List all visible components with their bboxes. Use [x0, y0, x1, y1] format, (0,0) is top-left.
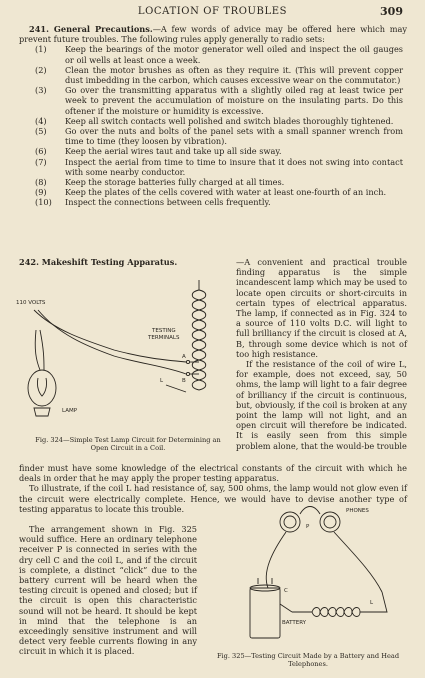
rule-number: (6): [35, 146, 47, 157]
section-241-intro: [19, 24, 407, 44]
rule-item: [19, 85, 407, 116]
rule-number: (8): [35, 177, 47, 188]
rule-item: [19, 197, 407, 207]
label-l-325: L: [370, 600, 374, 606]
section-242-paragraph-2-cont: finder must have some knowledge of the electrical constants of the circuit with which he deals in order that he may apply the proper testing apparatus.: [19, 463, 407, 484]
label-testing: TESTING: [152, 328, 176, 334]
rule-item: [19, 44, 407, 64]
running-header: [0, 6, 425, 20]
section-241-heading: 241. General Precautions.: [29, 24, 153, 34]
section-242-paragraph-3: To illustrate, if the coil L had resistance of, say, 500 ohms, the lamp would not glow even if the circuit were electrically complete. Hence, we would have to devise another type of testing apparatus to locate this trouble.: [19, 483, 407, 514]
rule-number: (2): [35, 64, 47, 75]
section-242-paragraph-1: —A convenient and practical trouble finding apparatus is the simple incandescent lamp which may be used to locate open circuits or short-circuits in certain types of electrical apparatus. The lamp, if connected as in Fig. 324 to a source of 110 volts D.C. will light to full brilliancy if the circuit is closed at A, B, through some device which is not of too high resistance.: [236, 257, 407, 359]
rule-item: [19, 116, 407, 126]
rule-item: [19, 65, 407, 85]
figure-324: [14, 270, 232, 430]
label-phones: PHONES: [346, 508, 369, 514]
rule-number: (7): [35, 156, 47, 167]
section-242-heading: 242. Makeshift Testing Apparatus.: [19, 257, 178, 267]
figure-325: [202, 492, 412, 652]
label-c: C: [284, 588, 288, 594]
section-242-paragraph-2: If the resistance of the coil of wire L, for example, does not exceed, say, 50 ohms, the lamp will light to a fair degree of brilliancy if the circuit is continuous, but, obviously, if the coil is broken at any point the lamp will not light, and an open circuit will therefore be indicated. It is easily seen from this simple problem alone, that the would-be trouble: [236, 359, 407, 451]
rule-number: (4): [35, 115, 47, 126]
rule-number: (5): [35, 126, 47, 137]
rule-text: Keep the storage batteries fully charged at all times.: [65, 177, 285, 188]
rule-number: (9): [35, 187, 47, 198]
running-title: LOCATION OF TROUBLES: [137, 6, 288, 17]
label-terminals: TERMINALS: [148, 335, 180, 341]
rule-item: [19, 126, 407, 146]
rule-item: [19, 177, 407, 187]
section-241: [19, 24, 407, 208]
figure-324-diagram: [14, 270, 232, 430]
section-241-intro-text: —A few words of advice may be offered here which may prevent future troubles. The following rules apply generally to radio sets:: [19, 24, 407, 45]
label-p: P: [306, 524, 310, 530]
rule-text: Inspect the aerial from time to time to insure that it does not swing into contact with some nearby conductor.: [65, 156, 403, 177]
label-a: A: [182, 354, 186, 360]
rule-text: Inspect the connections between cells frequently.: [65, 197, 271, 208]
rule-number: (1): [35, 44, 47, 55]
section-242-right-column: [236, 257, 407, 451]
label-battery: BATTERY: [282, 620, 307, 626]
label-110-volts: 110 VOLTS: [16, 300, 46, 306]
rule-item: [19, 157, 407, 177]
section-242-paragraph-4: The arrangement shown in Fig. 325 would suffice. Here an ordinary telephone receiver P is connected in series with the dry cell C and the coil L, and if the circuit is complete, a distinct “click” due to the battery current will be heard when the testing circuit is opened and closed; but if the circuit is open this characteristic sound will not be heard. It should be kept in mind that the telephone is an exceedingly sensitive instrument and will detect very feeble currents flowing in any circuit in which it is placed.: [19, 524, 197, 657]
rule-text: Keep the bearings of the motor generator well oiled and inspect the oil gauges or oil wells at least once a week.: [65, 44, 403, 65]
rule-text: Keep all switch contacts well polished and switch blades thoroughly tightened.: [65, 115, 394, 126]
rule-item: [19, 187, 407, 197]
label-l: L: [160, 378, 164, 384]
rule-text: Keep the plates of the cells covered with water at least one-fourth of an inch.: [65, 187, 387, 198]
rule-item: [19, 146, 407, 156]
rule-number: (3): [35, 85, 47, 96]
section-242-heading-line: [19, 257, 229, 267]
page-number: 309: [380, 5, 403, 18]
rule-number: (10): [35, 197, 52, 208]
section-242-left-column: [19, 524, 197, 657]
rules-list: [19, 44, 407, 207]
rule-text: Keep the aerial wires taut and take up all side sway.: [65, 146, 282, 157]
figure-325-caption: Fig. 325—Testing Circuit Made by a Battery and Head Telephones.: [216, 652, 400, 668]
rule-text: Clean the motor brushes as often as they require it. (This will prevent copper dust imbedding in the carbon, which causes excessive wear on the commutator.): [65, 64, 403, 86]
rule-text: Go over the nuts and bolts of the panel sets with a small spanner wrench from time to time (they loosen by vibration).: [65, 126, 403, 147]
figure-325-diagram: [202, 492, 412, 652]
label-b: B: [182, 378, 186, 384]
rule-text: Go over the transmitting apparatus with a slightly oiled rag at least twice per week to prevent the accumulation of moisture on the insulating parts. Do this oftener if the moisture or humidity is excessive.: [65, 85, 403, 116]
label-lamp: LAMP: [62, 408, 78, 414]
figure-324-caption: Fig. 324—Simple Test Lamp Circuit for Determining an Open Circuit in a Coil.: [35, 436, 221, 452]
